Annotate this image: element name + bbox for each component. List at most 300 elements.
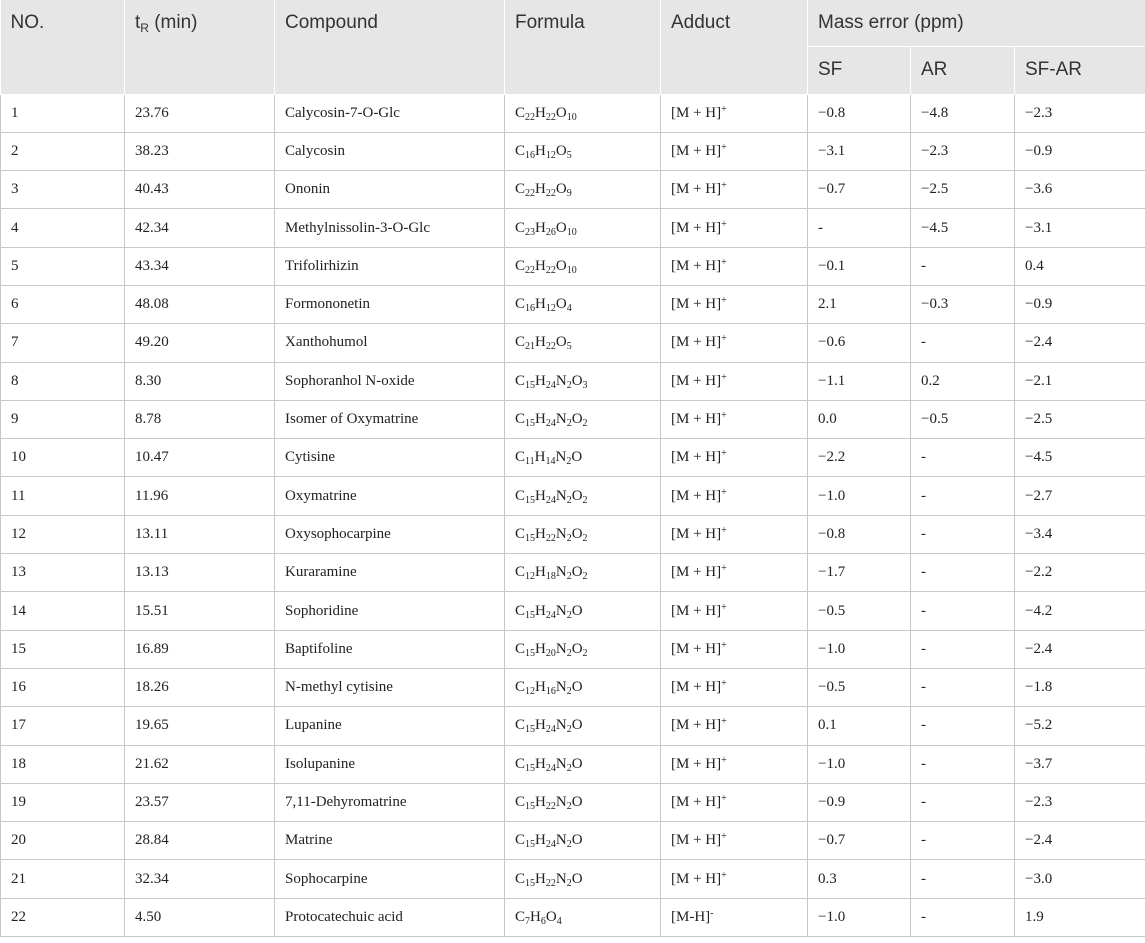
cell-sf: −0.7 <box>808 171 911 209</box>
cell-no: 7 <box>1 324 125 362</box>
cell-sf-ar: −5.2 <box>1015 707 1145 745</box>
cell-sf-ar: −3.7 <box>1015 745 1145 783</box>
formula-element: C <box>515 372 526 389</box>
formula-count: 22 <box>545 111 556 123</box>
cell-adduct <box>661 630 808 668</box>
cell-retention-time: 13.13 <box>125 554 275 592</box>
formula-count: 7 <box>525 915 531 927</box>
cell-retention-time: 19.65 <box>125 707 275 745</box>
cell-sf: 0.1 <box>808 707 911 745</box>
formula-element: O <box>545 908 557 925</box>
cell-ar: −2.3 <box>911 132 1015 170</box>
adduct-charge: + <box>721 295 727 307</box>
formula-count: 2 <box>566 839 572 851</box>
cell-compound: Ononin <box>275 171 505 209</box>
cell-no: 14 <box>1 592 125 630</box>
formula-count: 2 <box>566 456 572 468</box>
formula-element: O <box>571 602 583 619</box>
cell-retention-time: 32.34 <box>125 860 275 898</box>
cell-formula <box>505 171 661 209</box>
cell-no: 18 <box>1 745 125 783</box>
cell-retention-time: 11.96 <box>125 477 275 515</box>
table-row <box>1 783 1145 821</box>
cell-sf-ar: −2.5 <box>1015 400 1145 438</box>
formula-element: O <box>571 793 583 810</box>
table-row <box>1 209 1145 247</box>
adduct-ion: [M + H] <box>671 679 722 696</box>
table-row <box>1 171 1145 209</box>
formula-element: O <box>571 411 583 428</box>
cell-sf: −0.1 <box>808 247 911 285</box>
formula-element: N <box>555 640 567 657</box>
cell-formula <box>505 592 661 630</box>
cell-compound: Methylnissolin-3-O-Glc <box>275 209 505 247</box>
formula-count: 4 <box>556 915 562 927</box>
formula-count: 18 <box>545 571 556 583</box>
adduct-charge: + <box>721 754 727 766</box>
cell-adduct <box>661 668 808 706</box>
cell-no: 11 <box>1 477 125 515</box>
table-row <box>1 592 1145 630</box>
formula-count: 22 <box>525 264 536 276</box>
adduct-ion: [M + H] <box>671 640 722 657</box>
cell-compound: Sophoranhol N-oxide <box>275 362 505 400</box>
cell-ar: - <box>911 324 1015 362</box>
cell-sf: −2.2 <box>808 439 911 477</box>
adduct-ion: [M + H] <box>671 181 722 198</box>
cell-formula <box>505 324 661 362</box>
cell-retention-time: 38.23 <box>125 132 275 170</box>
cell-compound: Oxysophocarpine <box>275 515 505 553</box>
cell-sf-ar: −4.5 <box>1015 439 1145 477</box>
table-row <box>1 745 1145 783</box>
cell-sf: −1.0 <box>808 745 911 783</box>
table-row <box>1 132 1145 170</box>
cell-compound: Oxymatrine <box>275 477 505 515</box>
formula-element: H <box>535 640 546 657</box>
formula-element: H <box>535 181 546 198</box>
cell-no: 2 <box>1 132 125 170</box>
formula-count: 2 <box>566 571 572 583</box>
header-compound: Compound <box>275 0 505 94</box>
cell-formula <box>505 554 661 592</box>
cell-sf: −0.8 <box>808 94 911 132</box>
formula-count: 2 <box>566 647 572 659</box>
formula-count: 5 <box>566 149 572 161</box>
formula-count: 12 <box>545 149 556 161</box>
formula-count: 5 <box>566 341 572 353</box>
formula-element: C <box>515 142 526 159</box>
cell-sf-ar: −2.1 <box>1015 362 1145 400</box>
formula-count: 15 <box>525 379 536 391</box>
cell-retention-time: 10.47 <box>125 439 275 477</box>
table-row <box>1 439 1145 477</box>
formula-element: C <box>515 219 526 236</box>
cell-formula <box>505 515 661 553</box>
cell-adduct <box>661 477 808 515</box>
formula-count: 15 <box>525 877 536 889</box>
cell-sf-ar: −2.4 <box>1015 822 1145 860</box>
formula-count: 15 <box>525 609 536 621</box>
formula-count: 12 <box>525 686 536 698</box>
formula-element: O <box>571 832 583 849</box>
formula-count: 24 <box>545 839 556 851</box>
cell-ar: - <box>911 477 1015 515</box>
cell-sf: −1.1 <box>808 362 911 400</box>
cell-no: 1 <box>1 94 125 132</box>
cell-compound: Protocatechuic acid <box>275 898 505 936</box>
formula-element: H <box>534 449 546 466</box>
table-row <box>1 285 1145 323</box>
formula-element: N <box>555 411 567 428</box>
formula-element: H <box>535 257 546 274</box>
cell-formula <box>505 362 661 400</box>
cell-sf-ar: −2.3 <box>1015 94 1145 132</box>
cell-no: 10 <box>1 439 125 477</box>
cell-adduct <box>661 745 808 783</box>
cell-retention-time: 16.89 <box>125 630 275 668</box>
table-row <box>1 898 1145 936</box>
formula-element: C <box>515 257 526 274</box>
adduct-charge: + <box>721 141 727 153</box>
cell-adduct <box>661 898 808 936</box>
table-row <box>1 324 1145 362</box>
formula-count: 2 <box>566 877 572 889</box>
cell-sf-ar: −3.4 <box>1015 515 1145 553</box>
adduct-charge: + <box>721 716 727 728</box>
adduct-ion: [M + H] <box>671 717 722 734</box>
cell-ar: - <box>911 515 1015 553</box>
cell-sf: 0.0 <box>808 400 911 438</box>
cell-formula <box>505 285 661 323</box>
cell-adduct <box>661 783 808 821</box>
cell-sf-ar: −0.9 <box>1015 285 1145 323</box>
cell-no: 9 <box>1 400 125 438</box>
formula-count: 2 <box>566 418 572 430</box>
cell-sf: −0.5 <box>808 668 911 706</box>
formula-element: O <box>571 372 583 389</box>
formula-count: 22 <box>525 188 536 200</box>
cell-sf: −0.6 <box>808 324 911 362</box>
cell-retention-time: 21.62 <box>125 745 275 783</box>
table-row <box>1 515 1145 553</box>
cell-ar: - <box>911 630 1015 668</box>
formula-count: 15 <box>525 494 536 506</box>
formula-element: O <box>555 181 567 198</box>
formula-count: 15 <box>525 762 536 774</box>
table-row <box>1 94 1145 132</box>
cell-ar: - <box>911 439 1015 477</box>
cell-retention-time: 4.50 <box>125 898 275 936</box>
formula-count: 22 <box>545 341 556 353</box>
formula-element: C <box>515 181 526 198</box>
formula-count: 4 <box>566 303 572 315</box>
adduct-ion: [M + H] <box>671 411 722 428</box>
formula-count: 22 <box>545 800 556 812</box>
cell-adduct <box>661 860 808 898</box>
adduct-ion: [M + H] <box>671 372 722 389</box>
cell-retention-time: 43.34 <box>125 247 275 285</box>
formula-element: C <box>515 449 526 466</box>
formula-element: O <box>571 640 583 657</box>
cell-sf-ar: −2.4 <box>1015 630 1145 668</box>
adduct-ion: [M-H] <box>671 908 711 925</box>
cell-no: 5 <box>1 247 125 285</box>
formula-element: C <box>515 793 526 810</box>
header-formula: Formula <box>505 0 661 94</box>
cell-sf-ar: −2.2 <box>1015 554 1145 592</box>
formula-count: 6 <box>540 915 546 927</box>
adduct-charge: + <box>721 678 727 690</box>
cell-formula <box>505 132 661 170</box>
formula-element: C <box>515 487 526 504</box>
cell-retention-time: 49.20 <box>125 324 275 362</box>
formula-count: 24 <box>545 724 556 736</box>
adduct-ion: [M + H] <box>671 449 722 466</box>
formula-element: H <box>535 755 546 772</box>
cell-no: 3 <box>1 171 125 209</box>
table-row <box>1 554 1145 592</box>
cell-sf-ar: −0.9 <box>1015 132 1145 170</box>
formula-element: O <box>571 525 583 542</box>
formula-element: C <box>515 717 526 734</box>
cell-sf-ar: −3.0 <box>1015 860 1145 898</box>
header-tr-subscript: R <box>140 21 149 35</box>
cell-sf-ar: −3.1 <box>1015 209 1145 247</box>
formula-count: 2 <box>566 762 572 774</box>
formula-count: 15 <box>525 418 536 430</box>
formula-element: O <box>555 142 567 159</box>
adduct-charge: + <box>721 103 727 115</box>
formula-element: H <box>535 832 546 849</box>
formula-element: O <box>555 296 567 313</box>
adduct-ion: [M + H] <box>671 870 722 887</box>
cell-adduct <box>661 94 808 132</box>
cell-ar: −0.5 <box>911 400 1015 438</box>
cell-retention-time: 48.08 <box>125 285 275 323</box>
formula-element: O <box>571 679 583 696</box>
cell-adduct <box>661 285 808 323</box>
table-row <box>1 630 1145 668</box>
adduct-charge: + <box>721 371 727 383</box>
cell-ar: - <box>911 668 1015 706</box>
cell-ar: −4.5 <box>911 209 1015 247</box>
adduct-charge: + <box>721 486 727 498</box>
formula-element: H <box>530 908 541 925</box>
formula-count: 24 <box>545 379 556 391</box>
header-tr-unit: (min) <box>148 12 198 33</box>
formula-element: N <box>555 870 567 887</box>
header-adduct: Adduct <box>661 0 808 94</box>
formula-count: 2 <box>566 532 572 544</box>
adduct-ion: [M + H] <box>671 832 722 849</box>
formula-element: N <box>555 679 567 696</box>
cell-retention-time: 8.30 <box>125 362 275 400</box>
cell-no: 15 <box>1 630 125 668</box>
adduct-ion: [M + H] <box>671 755 722 772</box>
cell-compound: Sophoridine <box>275 592 505 630</box>
adduct-charge: + <box>721 831 727 843</box>
formula-element: C <box>515 908 526 925</box>
formula-element: O <box>555 219 567 236</box>
formula-count: 2 <box>566 494 572 506</box>
cell-formula <box>505 668 661 706</box>
header-mass-error: Mass error (ppm) <box>808 0 1145 46</box>
formula-count: 2 <box>582 532 588 544</box>
table-row <box>1 247 1145 285</box>
cell-formula <box>505 477 661 515</box>
cell-sf: −0.5 <box>808 592 911 630</box>
cell-adduct <box>661 132 808 170</box>
cell-ar: - <box>911 860 1015 898</box>
table-row <box>1 707 1145 745</box>
cell-formula <box>505 822 661 860</box>
cell-adduct <box>661 592 808 630</box>
cell-adduct <box>661 400 808 438</box>
formula-element: H <box>535 870 546 887</box>
cell-ar: - <box>911 707 1015 745</box>
formula-count: 21 <box>525 341 536 353</box>
formula-element: N <box>555 372 567 389</box>
cell-ar: - <box>911 592 1015 630</box>
cell-sf: −3.1 <box>808 132 911 170</box>
formula-count: 10 <box>566 226 577 238</box>
cell-no: 6 <box>1 285 125 323</box>
cell-ar: - <box>911 745 1015 783</box>
formula-element: C <box>515 525 526 542</box>
cell-retention-time: 28.84 <box>125 822 275 860</box>
adduct-charge: + <box>721 448 727 460</box>
formula-element: H <box>535 296 546 313</box>
cell-sf-ar: 0.4 <box>1015 247 1145 285</box>
adduct-ion: [M + H] <box>671 142 722 159</box>
table-row <box>1 668 1145 706</box>
formula-count: 2 <box>582 571 588 583</box>
cell-adduct <box>661 324 808 362</box>
formula-element: H <box>535 487 546 504</box>
formula-count: 2 <box>582 647 588 659</box>
adduct-charge: + <box>721 792 727 804</box>
cell-retention-time: 18.26 <box>125 668 275 706</box>
formula-element: N <box>555 487 567 504</box>
table-row <box>1 822 1145 860</box>
formula-count: 2 <box>582 418 588 430</box>
cell-ar: - <box>911 822 1015 860</box>
formula-element: H <box>535 219 546 236</box>
cell-no: 19 <box>1 783 125 821</box>
formula-element: C <box>515 832 526 849</box>
formula-count: 2 <box>566 724 572 736</box>
formula-element: H <box>535 602 546 619</box>
table-row <box>1 860 1145 898</box>
formula-element: C <box>515 640 526 657</box>
formula-element: H <box>535 334 546 351</box>
formula-element: O <box>555 257 567 274</box>
formula-count: 15 <box>525 724 536 736</box>
cell-retention-time: 23.76 <box>125 94 275 132</box>
formula-element: C <box>515 411 526 428</box>
formula-count: 14 <box>545 456 556 468</box>
formula-count: 16 <box>525 149 536 161</box>
cell-adduct <box>661 515 808 553</box>
cell-sf-ar: −4.2 <box>1015 592 1145 630</box>
formula-element: N <box>555 717 567 734</box>
cell-compound: Baptifoline <box>275 630 505 668</box>
formula-count: 9 <box>566 188 572 200</box>
formula-count: 15 <box>525 532 536 544</box>
adduct-charge: + <box>721 524 727 536</box>
cell-retention-time: 8.78 <box>125 400 275 438</box>
adduct-charge: + <box>721 639 727 651</box>
cell-sf: - <box>808 209 911 247</box>
cell-formula <box>505 630 661 668</box>
formula-count: 24 <box>545 762 556 774</box>
cell-no: 16 <box>1 668 125 706</box>
cell-sf: −0.9 <box>808 783 911 821</box>
cell-ar: −4.8 <box>911 94 1015 132</box>
formula-count: 3 <box>582 379 588 391</box>
table-body <box>1 94 1145 937</box>
cell-ar: - <box>911 247 1015 285</box>
cell-compound: N-methyl cytisine <box>275 668 505 706</box>
adduct-charge: + <box>721 601 727 613</box>
cell-compound: 7,11-Dehyromatrine <box>275 783 505 821</box>
formula-element: O <box>571 564 583 581</box>
formula-count: 15 <box>525 647 536 659</box>
formula-count: 16 <box>525 303 536 315</box>
formula-element: N <box>555 449 567 466</box>
formula-count: 26 <box>545 226 556 238</box>
cell-no: 12 <box>1 515 125 553</box>
adduct-ion: [M + H] <box>671 793 722 810</box>
cell-retention-time: 40.43 <box>125 171 275 209</box>
adduct-ion: [M + H] <box>671 564 722 581</box>
cell-compound: Calycosin <box>275 132 505 170</box>
cell-adduct <box>661 554 808 592</box>
formula-count: 15 <box>525 839 536 851</box>
cell-adduct <box>661 247 808 285</box>
cell-compound: Cytisine <box>275 439 505 477</box>
adduct-charge: + <box>721 180 727 192</box>
cell-no: 17 <box>1 707 125 745</box>
cell-retention-time: 42.34 <box>125 209 275 247</box>
cell-sf: 2.1 <box>808 285 911 323</box>
cell-adduct <box>661 362 808 400</box>
cell-sf: −0.8 <box>808 515 911 553</box>
cell-ar: - <box>911 898 1015 936</box>
adduct-charge: + <box>721 563 727 575</box>
cell-no: 20 <box>1 822 125 860</box>
cell-compound: Lupanine <box>275 707 505 745</box>
formula-element: H <box>535 679 546 696</box>
formula-element: H <box>535 717 546 734</box>
cell-sf: −1.0 <box>808 630 911 668</box>
formula-element: C <box>515 755 526 772</box>
adduct-ion: [M + H] <box>671 334 722 351</box>
adduct-ion: [M + H] <box>671 257 722 274</box>
formula-element: O <box>555 104 567 121</box>
cell-formula <box>505 247 661 285</box>
cell-adduct <box>661 707 808 745</box>
adduct-charge: + <box>721 869 727 881</box>
cell-adduct <box>661 209 808 247</box>
adduct-charge: + <box>721 333 727 345</box>
formula-count: 22 <box>545 188 556 200</box>
header-sf-ar: SF-AR <box>1015 46 1145 94</box>
cell-sf-ar: −2.3 <box>1015 783 1145 821</box>
formula-count: 22 <box>545 877 556 889</box>
adduct-ion: [M + H] <box>671 296 722 313</box>
